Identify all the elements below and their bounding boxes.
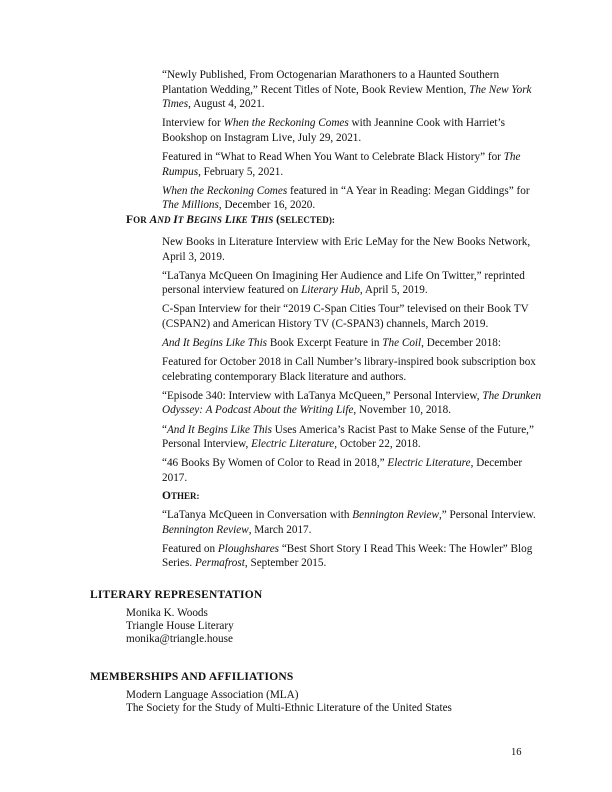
entry-item: “46 Books By Women of Color to Read in 2018,” Electric Literature, December 2017. — [162, 457, 523, 484]
entry-item: “LaTanya McQueen On Imagining Her Audience and Life On Twitter,” reprinted personal interview featured on Literary Hub, April 5, 2019. — [162, 269, 525, 297]
entry-item: When the Reckoning Comes featured in “A Year in Reading: Megan Giddings” for The Millions, December 16, 2020. — [162, 184, 530, 212]
entry-item: C-Span Interview for their “2019 C-Span Cities Tour” televised on their Book TV (CSPAN2) and American History TV (C-SPAN3) channels, March 2019. — [162, 303, 529, 330]
entry-item: Interview for When the Reckoning Comes with Jeannine Cook with Harriet’s Bookshop on Instagram Live, July 29, 2021. — [162, 117, 506, 144]
entry-item: New Books in Literature Interview with Eric LeMay for the New Books Network, April 3, 2019. — [162, 236, 531, 263]
entry-item: Featured in “What to Read When You Want to Celebrate Black History” for The Rumpus, February 5, 2021. — [162, 150, 521, 178]
other-heading: OTHER: — [162, 489, 200, 502]
entry-item: Featured for October 2018 in Call Number’s library-inspired book subscription box celebrating contemporary Black literature and authors. — [162, 356, 536, 383]
entry-item: “LaTanya McQueen in Conversation with Bennington Review,” Personal Interview. Bennington Review, March 2017. — [162, 508, 536, 536]
page-number: 16 — [511, 747, 522, 758]
literary-representation-heading: LITERARY REPRESENTATION — [90, 589, 263, 601]
agent-name: Monika K. Woods — [126, 607, 208, 619]
and-it-begins-heading: FOR AND IT BEGINS LIKE THIS (SELECTED): — [126, 214, 336, 226]
membership-item: The Society for the Study of Multi-Ethnic Literature of the United States — [126, 702, 452, 715]
entry-item: And It Begins Like This Book Excerpt Feature in The Coil, December 2018: — [162, 337, 501, 350]
entry-item: Featured on Ploughshares “Best Short Story I Read This Week: The Howler” Blog Series. Permafrost, September 2015. — [162, 542, 533, 570]
memberships-list — [126, 689, 452, 715]
entry-item: “Newly Published, From Octogenarian Marathoners to a Haunted Southern Plantation Wedding,” Recent Titles of Note, Book Review Mention, The New York Times, August 4, 2021. — [162, 69, 532, 111]
memberships-heading: MEMBERSHIPS AND AFFILIATIONS — [90, 671, 294, 683]
recent-entries-list — [162, 68, 542, 217]
agency-name: Triangle House Literary — [126, 620, 234, 633]
agent-email: monika@triangle.house — [126, 633, 233, 646]
and-it-begins-entries — [162, 235, 542, 575]
literary-representation-details — [126, 607, 234, 647]
entry-item: “Episode 340: Interview with LaTanya McQueen,” Personal Interview, The Drunken Odyssey: A Podcast About the Writing Life, November 10, 2018. — [162, 389, 542, 417]
membership-item: Modern Language Association (MLA) — [126, 689, 299, 701]
entry-item: “And It Begins Like This Uses America’s Racist Past to Make Sense of the Future,” Personal Interview, Electric Literature, October 22, 2018. — [162, 423, 534, 451]
